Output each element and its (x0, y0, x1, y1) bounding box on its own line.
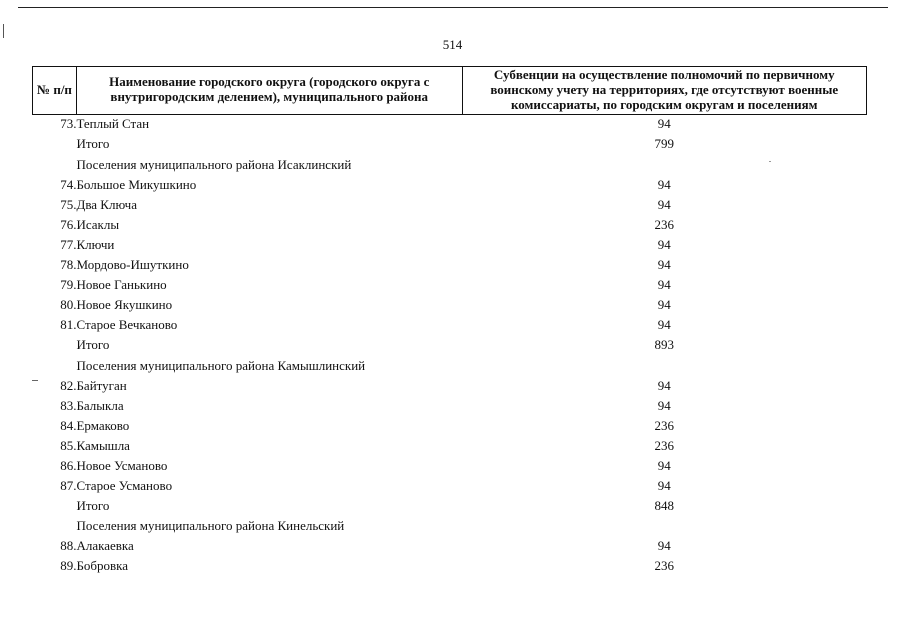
row-value: 893 (654, 337, 674, 353)
row-number (33, 155, 77, 175)
row-value (462, 517, 867, 537)
row-name: Итого (76, 136, 110, 152)
header-name: Наименование городского округа (городского округа с внутригородским делением), муниципального района (76, 67, 462, 115)
table-row (33, 497, 867, 517)
row-number: 73. (60, 116, 77, 132)
row-number: 74. (60, 176, 77, 192)
row-name: Бобровка (76, 558, 129, 574)
row-number (33, 356, 77, 376)
row-number: 79. (60, 277, 77, 293)
table-row (33, 436, 867, 456)
row-name: Поселения муниципального района Камышлинский (76, 357, 366, 373)
row-name: Итого (76, 337, 110, 353)
row-number (33, 135, 77, 155)
table-row (33, 336, 867, 356)
row-number: 86. (60, 457, 77, 473)
row-name: Алакаевка (76, 538, 134, 554)
row-value: 236 (654, 558, 674, 574)
row-number: 83. (60, 397, 77, 413)
row-number (33, 517, 77, 537)
row-value: 94 (657, 538, 671, 554)
header-subsidy: Субвенции на осуществление полномочий по первичному воинскому учету на территориях, где отсутствуют военные комиссариаты, по городским округам и поселениям (462, 67, 867, 115)
table-row (33, 537, 867, 557)
row-number: 78. (60, 257, 77, 273)
row-number: 75. (60, 196, 77, 212)
table-row (33, 316, 867, 336)
row-value: 94 (657, 317, 671, 333)
row-number: 77. (60, 236, 77, 252)
row-number: 84. (60, 417, 77, 433)
table-row (33, 416, 867, 436)
row-number: 80. (60, 297, 77, 313)
row-number: 89. (60, 558, 77, 574)
row-name: Новое Якушкино (76, 297, 173, 313)
row-name: Ермаково (76, 417, 130, 433)
row-name: Камышла (76, 437, 130, 453)
row-value: 799 (654, 136, 674, 152)
row-name: Исаклы (76, 216, 120, 232)
table-row (33, 215, 867, 235)
row-value: 236 (654, 437, 674, 453)
top-rule (18, 7, 888, 8)
row-name: Большое Микушкино (76, 176, 197, 192)
row-value: 94 (657, 457, 671, 473)
margin-dash (32, 380, 38, 381)
row-name: Балыкла (76, 397, 124, 413)
table-row (33, 276, 867, 296)
row-value: 94 (657, 196, 671, 212)
row-value (462, 155, 867, 175)
row-number (33, 497, 77, 517)
row-value: 94 (657, 116, 671, 132)
row-number (33, 336, 77, 356)
table-body (33, 114, 867, 577)
row-name: Итого (76, 498, 110, 514)
row-name: Мордово-Ишуткино (76, 257, 189, 273)
row-number: 85. (60, 437, 77, 453)
row-name: Теплый Стан (76, 116, 150, 132)
row-number: 82. (60, 377, 77, 393)
table-row (33, 195, 867, 215)
row-value (462, 356, 867, 376)
row-value: 848 (654, 498, 674, 514)
table-row (33, 477, 867, 497)
row-value: 94 (657, 377, 671, 393)
row-value: 94 (657, 297, 671, 313)
row-value: 94 (657, 176, 671, 192)
table-row (33, 376, 867, 396)
subsidy-table (32, 66, 867, 577)
row-number: 88. (60, 538, 77, 554)
row-name: Поселения муниципального района Исаклинский (76, 156, 352, 172)
row-name: Поселения муниципального района Кинельский (76, 518, 345, 534)
row-value: 94 (657, 397, 671, 413)
row-name: Старое Усманово (76, 478, 173, 494)
scan-dot (769, 161, 771, 162)
row-value: 94 (657, 236, 671, 252)
table-row (33, 517, 867, 537)
row-name: Ключи (76, 236, 115, 252)
row-name: Байтуган (76, 377, 127, 393)
row-name: Новое Усманово (76, 457, 168, 473)
header-number: № п/п (33, 67, 77, 115)
table-row (33, 114, 867, 135)
row-number: 87. (60, 478, 77, 494)
row-value: 236 (654, 216, 674, 232)
row-value: 94 (657, 277, 671, 293)
table-header-row (33, 67, 867, 115)
row-value: 236 (654, 417, 674, 433)
row-value: 94 (657, 257, 671, 273)
table-row (33, 396, 867, 416)
table-row (33, 356, 867, 376)
table-row (33, 175, 867, 195)
table-row (33, 255, 867, 275)
row-value: 94 (657, 478, 671, 494)
row-name: Новое Ганькино (76, 277, 167, 293)
row-name: Старое Вечканово (76, 317, 178, 333)
row-name: Два Ключа (76, 196, 137, 212)
table-row (33, 155, 867, 175)
table-row (33, 456, 867, 476)
margin-mark (3, 24, 4, 38)
table-row (33, 235, 867, 255)
row-number: 76. (60, 216, 77, 232)
page-number: 514 (442, 37, 463, 52)
table-row (33, 135, 867, 155)
table-row (33, 557, 867, 577)
row-number: 81. (60, 317, 77, 333)
table-row (33, 296, 867, 316)
